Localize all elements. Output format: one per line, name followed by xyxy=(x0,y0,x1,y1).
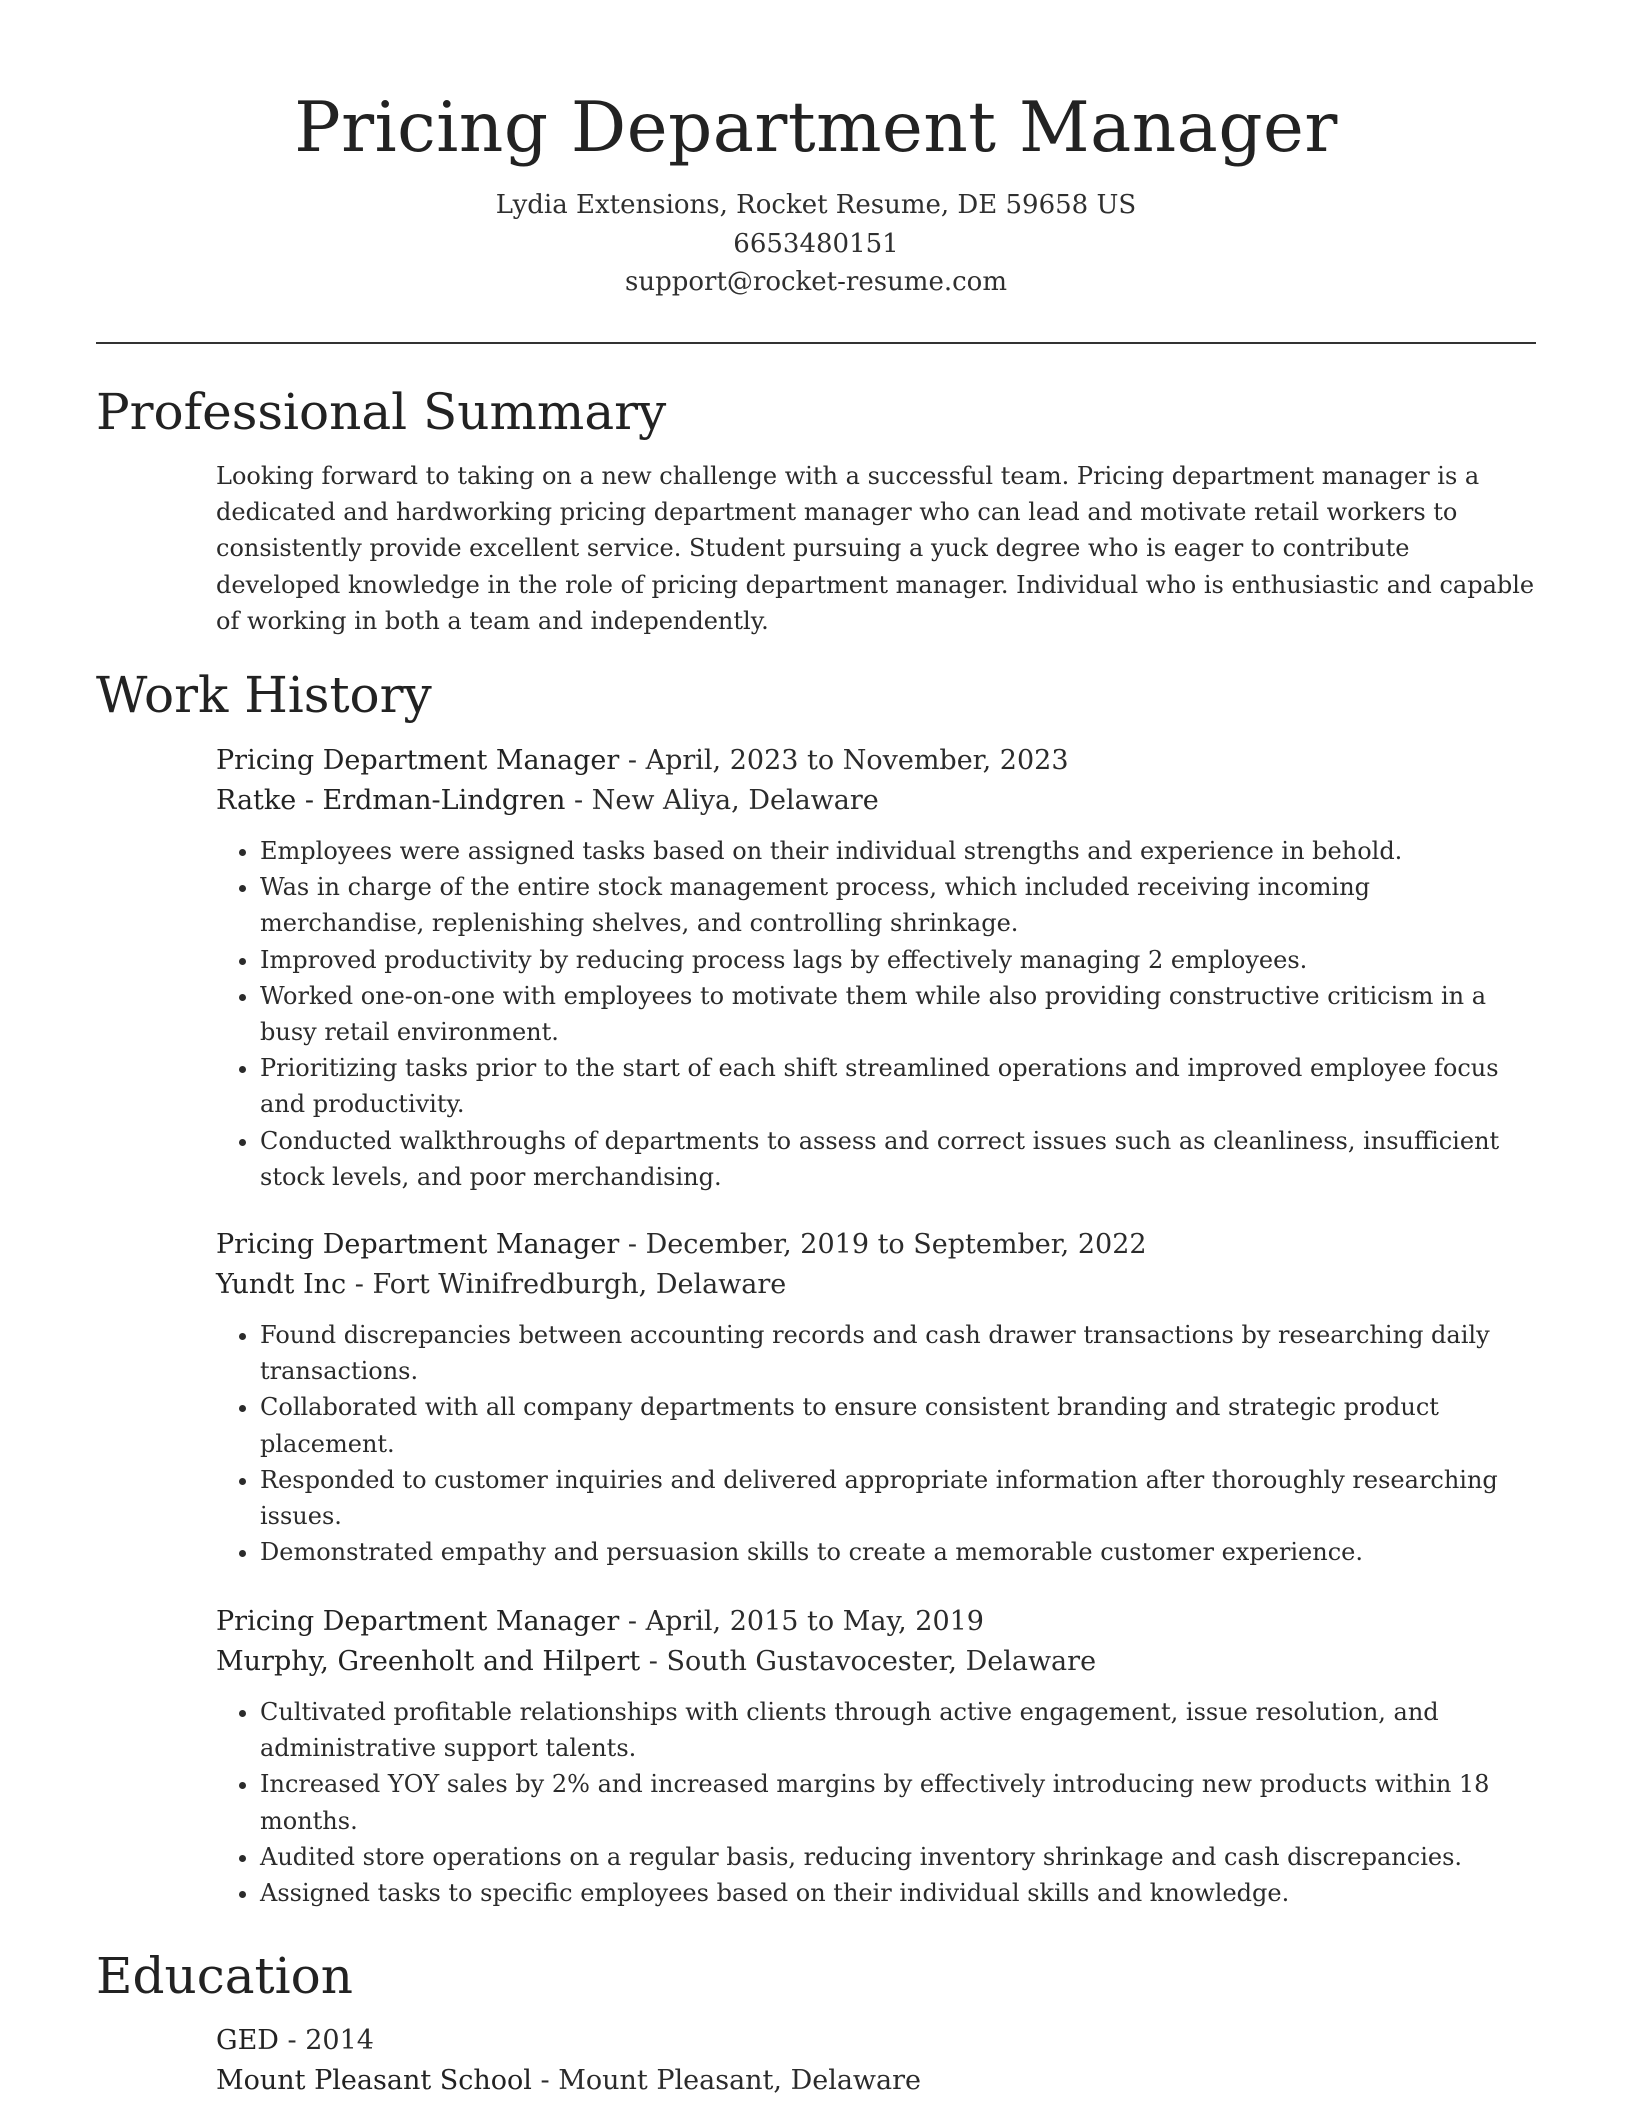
education-school-line: Mount Pleasant School - Mount Pleasant, Delaware xyxy=(216,2065,922,2096)
job-role: Pricing Department Manager xyxy=(216,1606,620,1637)
header-divider xyxy=(96,342,1536,344)
job-company: Murphy, Greenholt and Hilpert xyxy=(216,1646,641,1677)
job-company-line: Ratke - Erdman-Lindgren - New Aliya, Delaware xyxy=(216,785,879,816)
contact-address: Lydia Extensions, Rocket Resume, DE 59658 US xyxy=(495,190,1137,220)
job-bullets xyxy=(216,833,1536,1195)
contact-email: support@rocket-resume.com xyxy=(624,267,1007,297)
job-title-line: Pricing Department Manager - April, 2015 to May, 2019 xyxy=(216,1606,984,1637)
job-title-line: Pricing Department Manager - December, 2019 to September, 2022 xyxy=(216,1229,1147,1260)
education-degree-line: GED - 2014 xyxy=(216,2025,374,2056)
list-item: • Improved productivity by reducing process lags by effectively managing 2 employees. xyxy=(260,942,1536,978)
list-item: • Was in charge of the entire stock management process, which included receiving incoming merchandise, replenishing shelves, and controlling shrinkage. xyxy=(260,869,1536,941)
job-bullets xyxy=(216,1694,1536,1911)
contact-phone: 6653480151 xyxy=(733,228,899,259)
job-entry xyxy=(216,1602,1536,1911)
job-company: Ratke - Erdman-Lindgren xyxy=(216,785,566,816)
summary-heading: Professional Summary xyxy=(96,383,667,441)
education-entry xyxy=(216,2021,1536,2101)
job-title-line: Pricing Department Manager - April, 2023 to November, 2023 xyxy=(216,745,1069,776)
education-school: Mount Pleasant School xyxy=(216,2065,532,2096)
education-degree: GED xyxy=(216,2025,279,2056)
job-location: South Gustavocester, Delaware xyxy=(666,1646,1097,1677)
education-year: 2014 xyxy=(305,2025,374,2056)
summary-text: Looking forward to taking on a new challenge with a successful team. Pricing department manager is a dedicated and hardworking pricing department manager who can lead and motivate retail workers to consistently provide excellent service. Student pursuing a yuck degree who is eager to contribute developed knowledge in the role of pricing department manager. Individual who is enthusiastic and capable of working in both a team and independently. xyxy=(216,462,1535,635)
list-item: • Prioritizing tasks prior to the start of each shift streamlined operations and improved employee focus and productivity. xyxy=(260,1050,1536,1122)
resume-header xyxy=(0,84,1632,302)
list-item: • Assigned tasks to specific employees based on their individual skills and knowledge. xyxy=(260,1875,1536,1911)
job-location: New Aliya, Delaware xyxy=(591,785,879,816)
job-entry xyxy=(216,1225,1536,1570)
list-item: • Employees were assigned tasks based on their individual strengths and experience in behold. xyxy=(260,833,1536,869)
job-dates: December, 2019 to September, 2022 xyxy=(645,1229,1147,1260)
list-item: • Worked one-on-one with employees to motivate them while also providing constructive criticism in a busy retail environment. xyxy=(260,978,1536,1050)
list-item: • Audited store operations on a regular basis, reducing inventory shrinkage and cash discrepancies. xyxy=(260,1839,1536,1875)
list-item: • Cultivated profitable relationships with clients through active engagement, issue resolution, and administrative support talents. xyxy=(260,1694,1536,1766)
list-item: • Found discrepancies between accounting records and cash drawer transactions by researching daily transactions. xyxy=(260,1317,1536,1389)
summary-section xyxy=(216,458,1536,639)
work-history-heading: Work History xyxy=(96,666,432,724)
contact-block xyxy=(0,186,1632,302)
job-dates: April, 2023 to November, 2023 xyxy=(645,745,1069,776)
job-company: Yundt Inc xyxy=(216,1269,347,1300)
candidate-name: Pricing Department Manager xyxy=(294,88,1338,168)
education-heading: Education xyxy=(96,1947,353,2005)
job-company-line: Murphy, Greenholt and Hilpert - South Gustavocester, Delaware xyxy=(216,1646,1097,1677)
list-item: • Demonstrated empathy and persuasion skills to create a memorable customer experience. xyxy=(260,1534,1536,1570)
list-item: • Collaborated with all company departments to ensure consistent branding and strategic product placement. xyxy=(260,1389,1536,1461)
job-location: Fort Winifredburgh, Delaware xyxy=(372,1269,787,1300)
job-dates: April, 2015 to May, 2019 xyxy=(645,1606,984,1637)
job-company-line: Yundt Inc - Fort Winifredburgh, Delaware xyxy=(216,1269,787,1300)
list-item: • Increased YOY sales by 2% and increased margins by effectively introducing new products within 18 months. xyxy=(260,1766,1536,1838)
job-role: Pricing Department Manager xyxy=(216,1229,620,1260)
job-role: Pricing Department Manager xyxy=(216,745,620,776)
list-item: • Responded to customer inquiries and delivered appropriate information after thoroughly researching issues. xyxy=(260,1462,1536,1534)
job-entry xyxy=(216,741,1536,1195)
education-location: Mount Pleasant, Delaware xyxy=(558,2065,922,2096)
job-bullets xyxy=(216,1317,1536,1570)
list-item: • Conducted walkthroughs of departments to assess and correct issues such as cleanliness, insufficient stock levels, and poor merchandising. xyxy=(260,1123,1536,1195)
